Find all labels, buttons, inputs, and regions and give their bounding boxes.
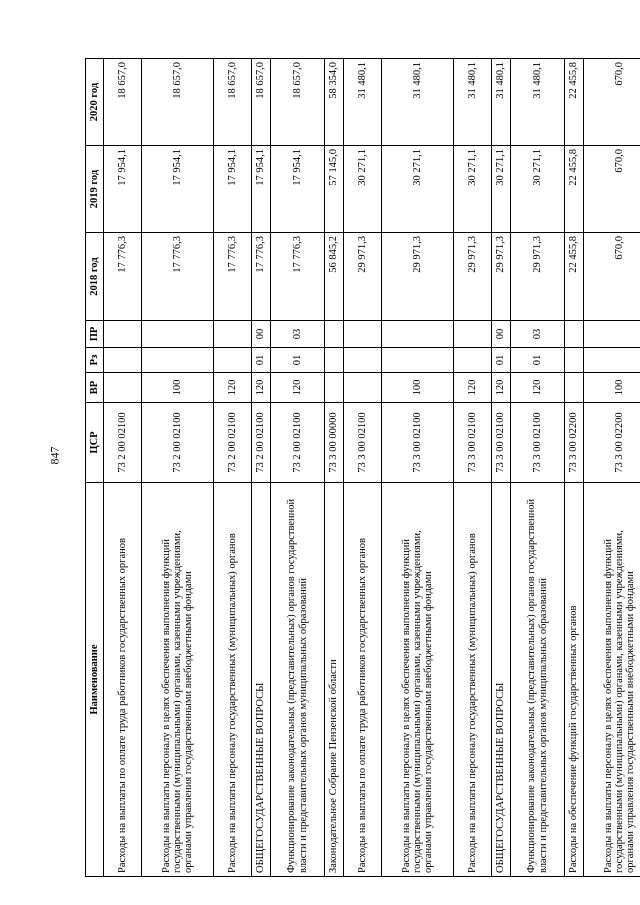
table-row bbox=[214, 59, 252, 877]
cell-2018: 670,0 bbox=[584, 233, 640, 321]
cell-vr: 120 bbox=[214, 373, 252, 403]
cell-rz bbox=[344, 348, 382, 373]
cell-name: Законодательное Собрание Пензенской области bbox=[325, 483, 344, 877]
cell-rz: 01 bbox=[252, 348, 271, 373]
cell-2019: 57 145,0 bbox=[325, 146, 344, 233]
cell-2018: 56 845,2 bbox=[325, 233, 344, 321]
table-row bbox=[104, 59, 142, 877]
cell-pr: 00 bbox=[252, 321, 271, 348]
cell-csr: 73 2 00 02100 bbox=[252, 403, 271, 483]
cell-vr: 100 bbox=[382, 373, 454, 403]
cell-rz bbox=[214, 348, 252, 373]
cell-2020: 18 657,0 bbox=[142, 59, 214, 146]
cell-vr: 120 bbox=[454, 373, 492, 403]
cell-name: Расходы на обеспечение функций государственных органов bbox=[565, 483, 584, 877]
cell-name: Расходы на выплаты по оплате труда работников государственных органов bbox=[344, 483, 382, 877]
table-row bbox=[584, 59, 640, 877]
col-header-2018: 2018 год bbox=[86, 233, 104, 321]
page-number: 847 bbox=[47, 446, 62, 465]
cell-vr: 120 bbox=[252, 373, 271, 403]
cell-csr: 73 3 00 00000 bbox=[325, 403, 344, 483]
cell-pr bbox=[142, 321, 214, 348]
cell-2019: 17 954,1 bbox=[252, 146, 271, 233]
cell-name: Расходы на выплаты персоналу в целях обеспечения выполнения функций государственными (муниципальными) органами, казенными учреждениями, органами управления государственными внебюджетными фондами bbox=[382, 483, 454, 877]
table-row bbox=[511, 59, 565, 877]
cell-name: Расходы на выплаты персоналу в целях обеспечения выполнения функций государственными (муниципальными) органами, казенными учреждениями, органами управления государственными внебюджетными фондами bbox=[142, 483, 214, 877]
rotated-table-wrapper bbox=[85, 59, 636, 877]
table-row bbox=[565, 59, 584, 877]
table-row bbox=[454, 59, 492, 877]
cell-2020: 58 354,0 bbox=[325, 59, 344, 146]
cell-2019: 17 954,1 bbox=[104, 146, 142, 233]
cell-pr bbox=[104, 321, 142, 348]
col-header-name: Наименование bbox=[86, 483, 104, 877]
cell-2020: 31 480,1 bbox=[511, 59, 565, 146]
cell-vr bbox=[325, 373, 344, 403]
cell-2020: 31 480,1 bbox=[454, 59, 492, 146]
cell-name: Функционирование законодательных (представительных) органов государственной власти и представительных органов муниципальных образований bbox=[511, 483, 565, 877]
cell-rz bbox=[584, 348, 640, 373]
cell-2019: 17 954,1 bbox=[214, 146, 252, 233]
cell-name: Расходы на выплаты персоналу государственных (муниципальных) органов bbox=[454, 483, 492, 877]
cell-pr bbox=[344, 321, 382, 348]
cell-2020: 18 657,0 bbox=[271, 59, 325, 146]
cell-csr: 73 2 00 02100 bbox=[104, 403, 142, 483]
cell-2019: 22 455,8 bbox=[565, 146, 584, 233]
cell-2020: 31 480,1 bbox=[492, 59, 511, 146]
cell-pr bbox=[565, 321, 584, 348]
cell-2018: 17 776,3 bbox=[142, 233, 214, 321]
cell-2019: 17 954,1 bbox=[142, 146, 214, 233]
cell-2020: 22 455,8 bbox=[565, 59, 584, 146]
table-row bbox=[344, 59, 382, 877]
cell-pr: 03 bbox=[271, 321, 325, 348]
cell-2018: 29 971,3 bbox=[492, 233, 511, 321]
cell-csr: 73 3 00 02200 bbox=[584, 403, 640, 483]
cell-2018: 17 776,3 bbox=[214, 233, 252, 321]
cell-vr: 120 bbox=[511, 373, 565, 403]
cell-rz bbox=[325, 348, 344, 373]
cell-csr: 73 3 00 02100 bbox=[492, 403, 511, 483]
cell-vr bbox=[344, 373, 382, 403]
cell-rz bbox=[565, 348, 584, 373]
table-row bbox=[271, 59, 325, 877]
cell-2018: 17 776,3 bbox=[271, 233, 325, 321]
cell-2019: 30 271,1 bbox=[454, 146, 492, 233]
cell-csr: 73 2 00 02100 bbox=[271, 403, 325, 483]
cell-csr: 73 3 00 02100 bbox=[382, 403, 454, 483]
cell-2020: 31 480,1 bbox=[344, 59, 382, 146]
col-header-2020: 2020 год bbox=[86, 59, 104, 146]
cell-2018: 29 971,3 bbox=[454, 233, 492, 321]
cell-pr bbox=[214, 321, 252, 348]
table-header-row bbox=[86, 59, 104, 877]
cell-2018: 29 971,3 bbox=[382, 233, 454, 321]
cell-2019: 17 954,1 bbox=[271, 146, 325, 233]
cell-name: Расходы на выплаты персоналу в целях обеспечения выполнения функций государственными (муниципальными) органами, казенными учреждениями, органами управления государственными внебюджетными фондами bbox=[584, 483, 640, 877]
cell-csr: 73 3 00 02100 bbox=[511, 403, 565, 483]
cell-name: Расходы на выплаты по оплате труда работников государственных органов bbox=[104, 483, 142, 877]
table-row bbox=[325, 59, 344, 877]
cell-2018: 17 776,3 bbox=[252, 233, 271, 321]
col-header-2019: 2019 год bbox=[86, 146, 104, 233]
cell-csr: 73 2 00 02100 bbox=[214, 403, 252, 483]
cell-pr bbox=[584, 321, 640, 348]
cell-2020: 18 657,0 bbox=[252, 59, 271, 146]
table-row bbox=[492, 59, 511, 877]
budget-table bbox=[85, 58, 640, 877]
cell-2020: 670,0 bbox=[584, 59, 640, 146]
col-header-rz: Рз bbox=[86, 348, 104, 373]
cell-rz bbox=[382, 348, 454, 373]
col-header-pr: ПР bbox=[86, 321, 104, 348]
cell-vr: 120 bbox=[271, 373, 325, 403]
cell-rz bbox=[142, 348, 214, 373]
cell-2018: 29 971,3 bbox=[511, 233, 565, 321]
cell-vr: 100 bbox=[142, 373, 214, 403]
cell-pr: 03 bbox=[511, 321, 565, 348]
cell-2020: 18 657,0 bbox=[214, 59, 252, 146]
cell-2020: 31 480,1 bbox=[382, 59, 454, 146]
cell-2018: 17 776,3 bbox=[104, 233, 142, 321]
cell-rz bbox=[454, 348, 492, 373]
cell-2020: 18 657,0 bbox=[104, 59, 142, 146]
cell-2019: 30 271,1 bbox=[511, 146, 565, 233]
cell-vr: 120 bbox=[492, 373, 511, 403]
cell-name: ОБЩЕГОСУДАРСТВЕННЫЕ ВОПРОСЫ bbox=[252, 483, 271, 877]
col-header-csr: ЦСР bbox=[86, 403, 104, 483]
cell-rz bbox=[104, 348, 142, 373]
cell-2018: 22 455,8 bbox=[565, 233, 584, 321]
cell-name: Функционирование законодательных (представительных) органов государственной власти и представительных органов муниципальных образований bbox=[271, 483, 325, 877]
cell-2019: 30 271,1 bbox=[492, 146, 511, 233]
table-row bbox=[252, 59, 271, 877]
cell-2019: 30 271,1 bbox=[344, 146, 382, 233]
cell-2019: 30 271,1 bbox=[382, 146, 454, 233]
table-row bbox=[382, 59, 454, 877]
cell-rz: 01 bbox=[511, 348, 565, 373]
cell-csr: 73 2 00 02100 bbox=[142, 403, 214, 483]
cell-csr: 73 3 00 02100 bbox=[344, 403, 382, 483]
cell-vr bbox=[565, 373, 584, 403]
col-header-vr: ВР bbox=[86, 373, 104, 403]
cell-vr: 100 bbox=[584, 373, 640, 403]
cell-pr: 00 bbox=[492, 321, 511, 348]
cell-rz: 01 bbox=[492, 348, 511, 373]
cell-pr bbox=[325, 321, 344, 348]
cell-csr: 73 3 00 02100 bbox=[454, 403, 492, 483]
cell-rz: 01 bbox=[271, 348, 325, 373]
cell-pr bbox=[382, 321, 454, 348]
table-row bbox=[142, 59, 214, 877]
cell-2018: 29 971,3 bbox=[344, 233, 382, 321]
cell-name: ОБЩЕГОСУДАРСТВЕННЫЕ ВОПРОСЫ bbox=[492, 483, 511, 877]
cell-pr bbox=[454, 321, 492, 348]
cell-name: Расходы на выплаты персоналу государственных (муниципальных) органов bbox=[214, 483, 252, 877]
cell-csr: 73 3 00 02200 bbox=[565, 403, 584, 483]
cell-2019: 670,0 bbox=[584, 146, 640, 233]
cell-vr bbox=[104, 373, 142, 403]
